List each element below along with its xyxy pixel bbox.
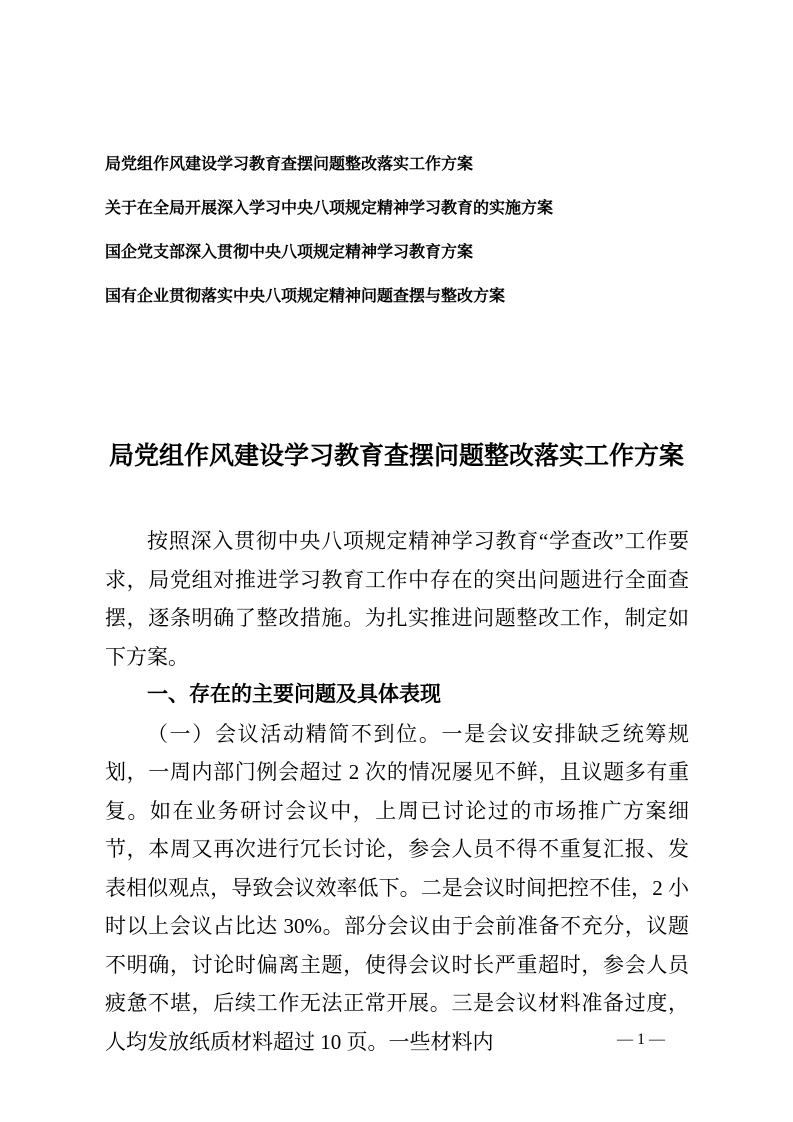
document-title: 局党组作风建设学习教育查摆问题整改落实工作方案 [108,442,684,470]
document-header-list [105,143,705,319]
section-heading-1: 一、存在的主要问题及具体表现 [147,683,441,706]
page-number: — 1 — [617,1031,665,1048]
header-line-3: 国企党支部深入贯彻中央八项规定精神学习教育方案 [105,244,474,261]
header-line-4: 国有企业贯彻落实中央八项规定精神问题查摆与整改方案 [105,288,506,305]
paragraph-section-1: （一）会议活动精简不到位。一是会议安排缺乏统筹规划，一周内部门例会超过 2 次的情况屡见不鲜，且议题多有重复。如在业务研讨会议中，上周已讨论过的市场推广方案细节，本周又再次进行冗长讨论，参会人员不得不重复汇报、发表相似观点，导致会议效率低下。二是会议时间把控不佳，2 小时以上会议占比达 30%。部分会议由于会前准备不充分，议题不明确，讨论时偏离主题，使得会议时长严重超时，参会人员疲惫不堪，后续工作无法正常开展。三是会议材料准备过度，人均发放纸质材料超过 10 页。一些材料内 [105,721,689,1054]
paragraph-intro: 按照深入贯彻中央八项规定精神学习教育“学查改”工作要求，局党组对推进学习教育工作中存在的突出问题进行全面查摆，逐条明确了整改措施。为扎实推进问题整改工作，制定如下方案。 [105,529,689,669]
header-line-2: 关于在全局开展深入学习中央八项规定精神学习教育的实施方案 [105,200,554,217]
document-body [105,522,689,1061]
header-line-1: 局党组作风建设学习教育查摆问题整改落实工作方案 [105,156,474,173]
